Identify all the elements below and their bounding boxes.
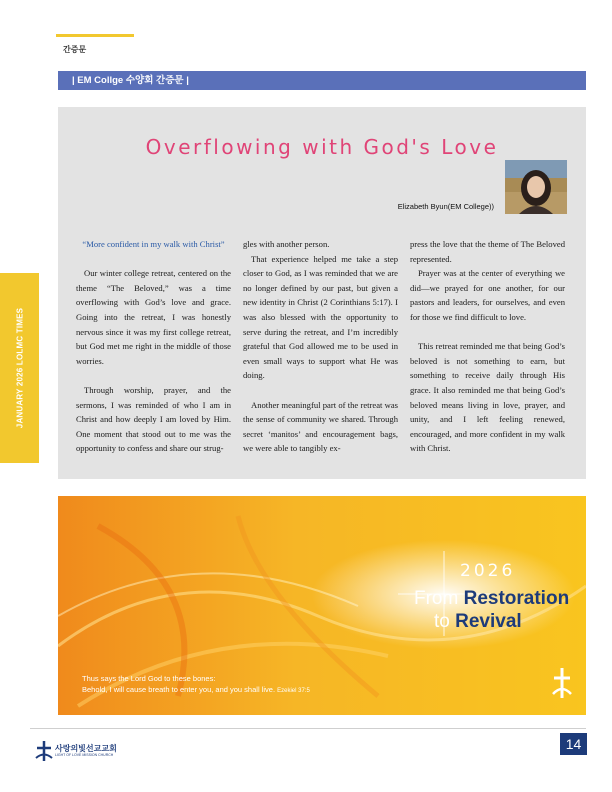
article-panel xyxy=(58,107,586,479)
church-logo-icon xyxy=(550,666,574,700)
side-issue-label: JANUARY 2026 LOLMC TIMES xyxy=(15,307,25,429)
paragraph: That experience helped me take a step closer to God, as I was reminded that we are no longer defined by our past, but given a new identity in Christ (2 Corinthians 5:17). I was also blessed with the opportunity to serve during the retreat, and I’m incredibly grateful that God allowed me to be used in even small ways to support what He was doing. xyxy=(243,253,398,381)
paragraph: Another meaningful part of the retreat was the sense of community we shared. Through secret ‘manitos’ and encouragement bags, we were able to tangibly ex- xyxy=(243,399,398,454)
banner-year: 2026 xyxy=(460,561,516,581)
paragraph: Prayer was at the center of everything we did—we prayed for one another, for our pastors and leaders, for ourselves, and even for those we find difficult to love. xyxy=(410,268,565,322)
footer-rule xyxy=(30,728,586,729)
banner-verse-line-1: Thus says the Lord God to these bones: xyxy=(82,674,216,683)
banner-theme-line-2: to Revival xyxy=(434,611,522,632)
column-3 xyxy=(410,237,565,456)
page-number: 14 xyxy=(560,733,587,755)
pull-quote: “More confident in my walk with Christ” xyxy=(82,239,225,249)
paragraph: press the love that the theme of The Beloved represented. xyxy=(410,239,565,264)
author-photo xyxy=(505,160,567,214)
column-1 xyxy=(76,237,231,456)
paragraph: gles with another person. xyxy=(243,239,330,249)
top-accent-rule xyxy=(56,34,134,37)
banner-theme-line-1: From Restoration xyxy=(414,588,570,609)
header-band: | EM Collge 수양회 간증문 | xyxy=(58,71,586,90)
paragraph: Through worship, prayer, and the sermons, I was reminded of who I am in Christ and how deeply I am loved by Him. One moment that stood out to me was the opportunity to confess and share our strug- xyxy=(76,384,231,454)
footer-org-name-en: LIGHT OF LOVE MISSION CHURCH xyxy=(55,753,114,757)
footer-org-name: 사랑의빛선교교회 xyxy=(55,744,117,753)
column-2 xyxy=(243,237,398,456)
theme-banner xyxy=(58,496,586,715)
banner-verse-line-2: Behold, I will cause breath to enter you, and you shall live. Ezekiel 37:5 xyxy=(82,685,310,694)
section-tag: 간증문 xyxy=(63,45,87,54)
article-title: Overflowing with God's Love xyxy=(145,135,499,159)
article-byline: Elizabeth Byun(EM College)) xyxy=(397,202,494,211)
paragraph: This retreat reminded me that being God’s beloved is not something to earn, but something to receive daily through His grace. It also reminded me that being God’s beloved means living in love, prayer, and unity, and I left feeling renewed, encouraged, and more confident in my walk with Christ. xyxy=(410,341,565,454)
paragraph: Our winter college retreat, centered on the theme “The Beloved,” was a time overflowing with God’s love and grace. Going into the retreat, I was honestly nervous since it was my first college retreat, but God met me right in the middle of those worries. xyxy=(76,268,231,366)
church-logo-icon xyxy=(34,740,54,762)
